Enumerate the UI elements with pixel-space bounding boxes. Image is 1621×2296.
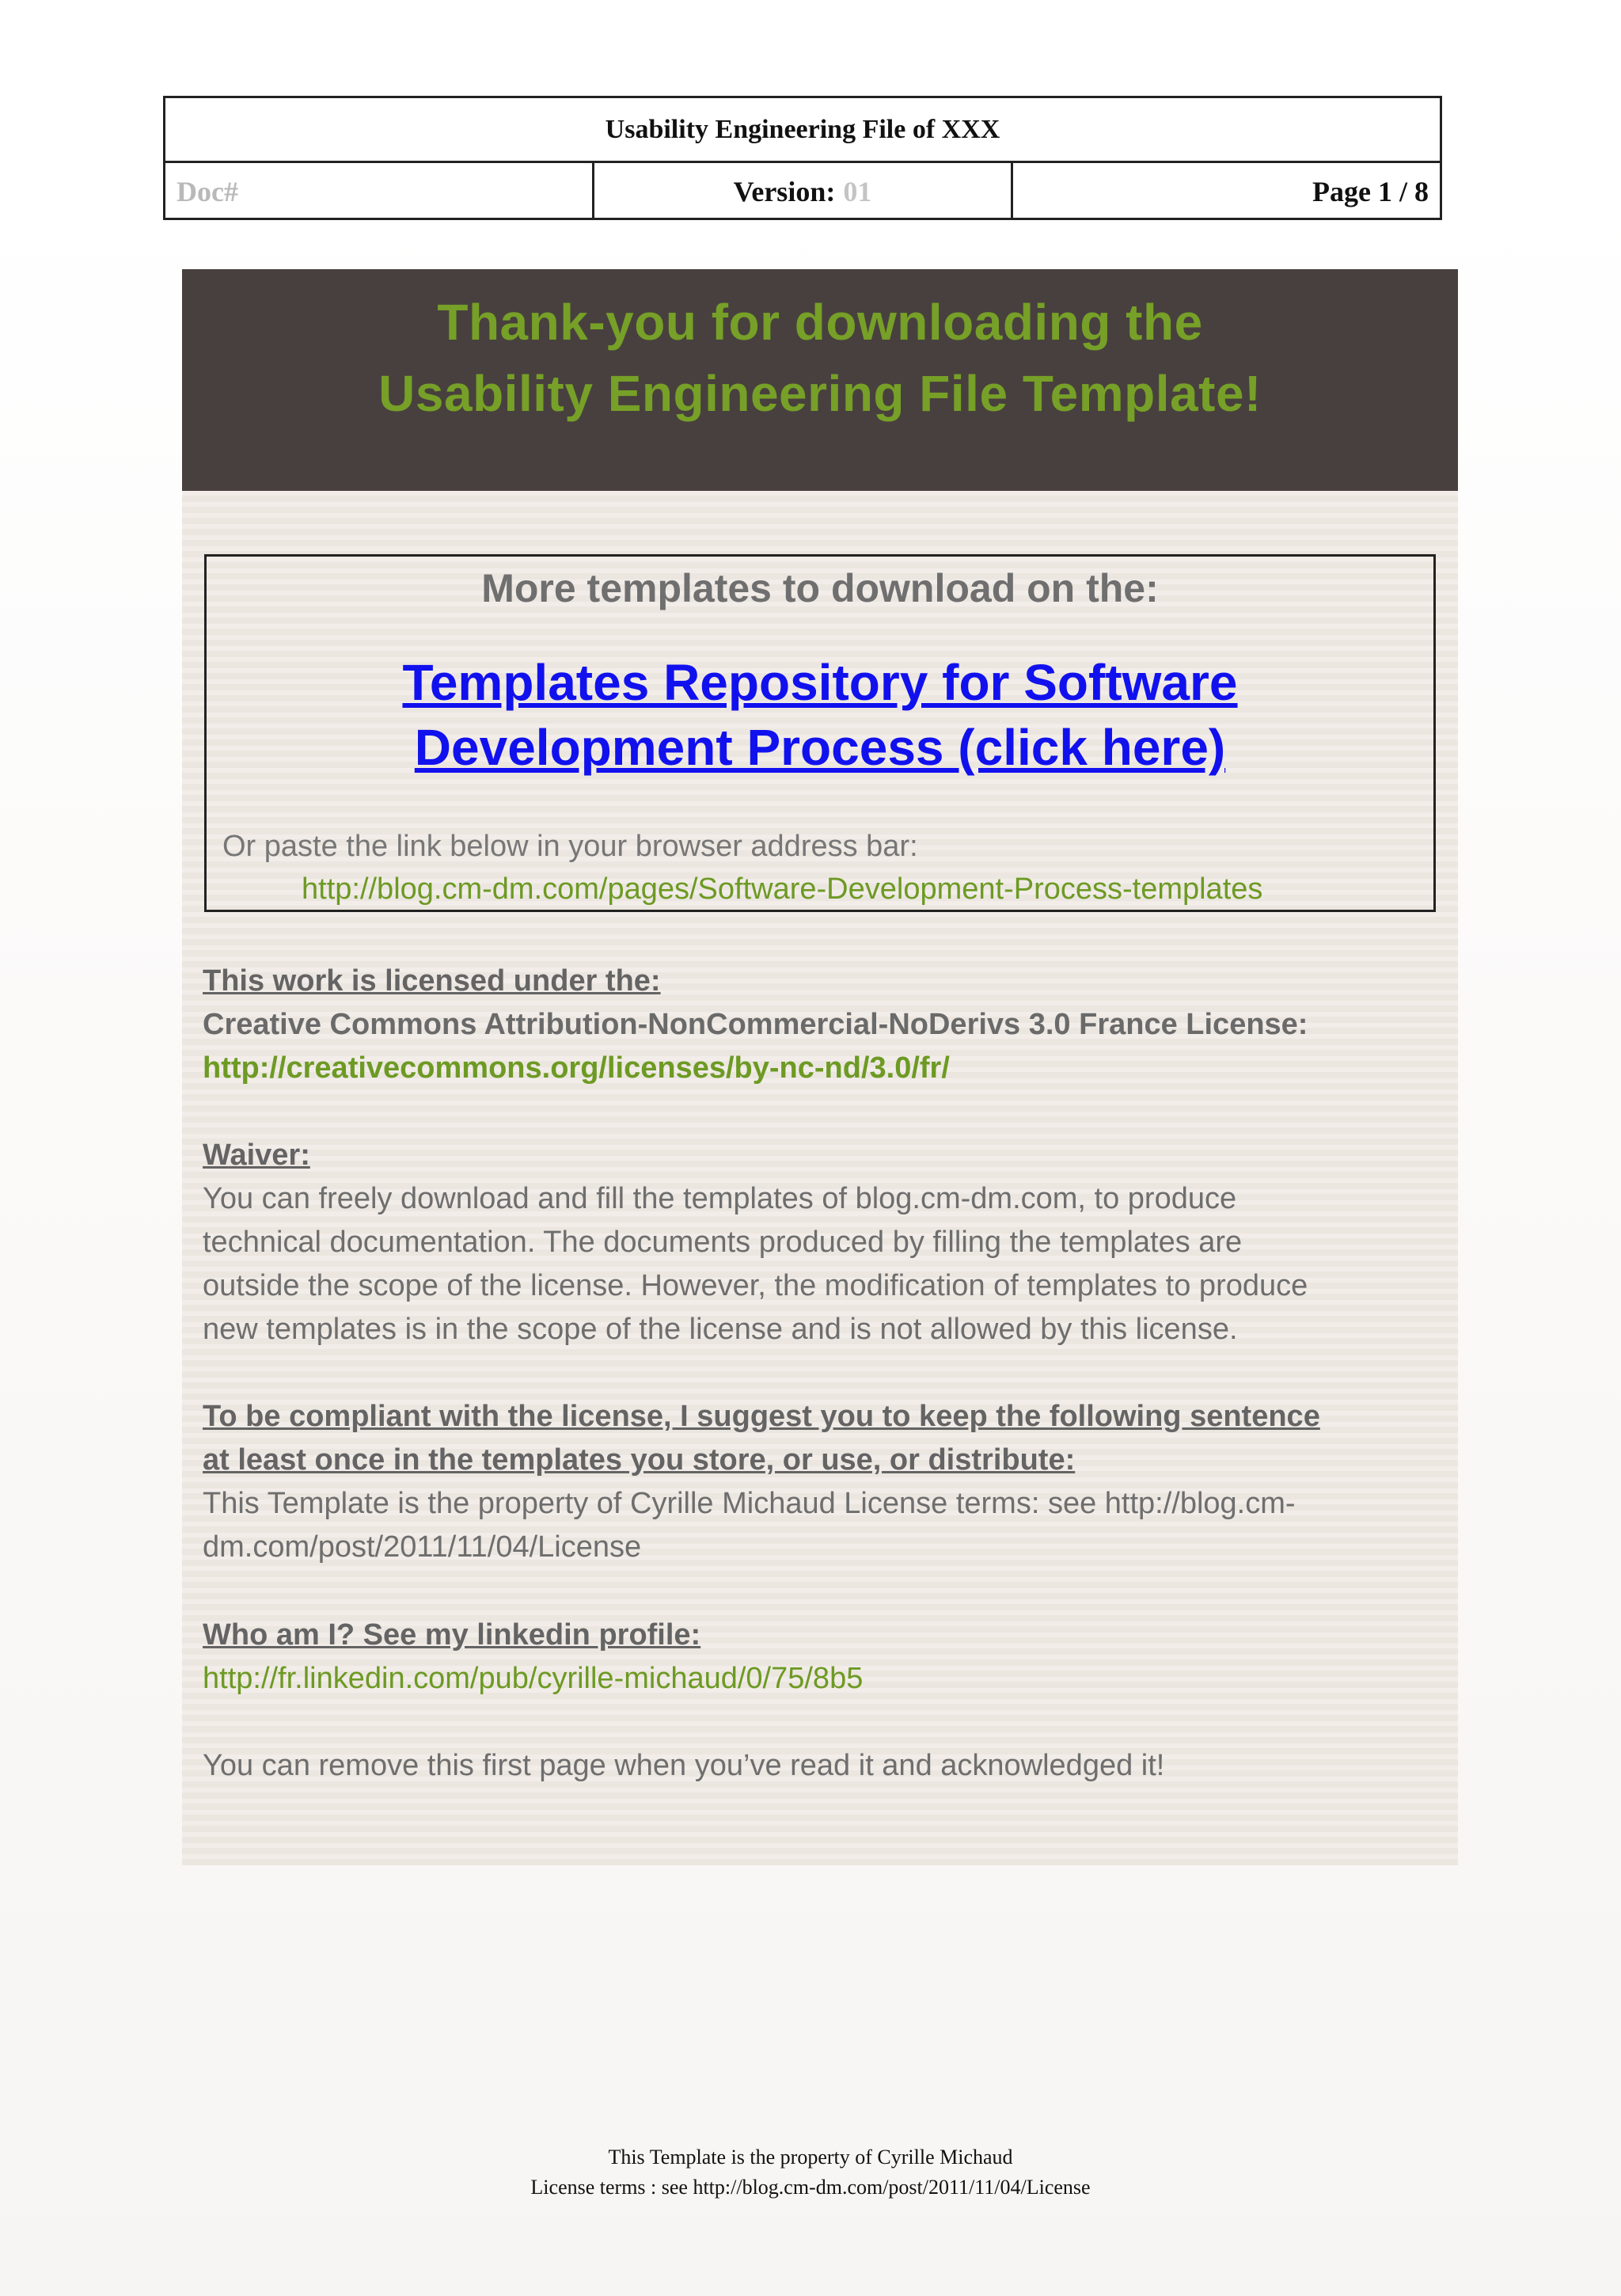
page-footer <box>0 2142 1621 2203</box>
templates-repository-link[interactable] <box>207 650 1433 780</box>
license-heading: This work is licensed under the: <box>203 964 661 998</box>
templates-link-line-2[interactable]: Development Process (click here) <box>414 719 1226 776</box>
about-heading: Who am I? See my linkedin profile: <box>203 1618 701 1652</box>
templates-link-line-1[interactable]: Templates Repository for Software <box>402 654 1238 711</box>
license-url[interactable]: http://creativecommons.org/licenses/by-nc-nd/3.0/fr/ <box>203 1051 950 1085</box>
document-header-row <box>165 163 1440 220</box>
doc-number-label: Doc# <box>177 176 238 207</box>
about-section <box>203 1614 1445 1701</box>
page-number: Page 1 / 8 <box>1312 176 1429 207</box>
thank-you-banner <box>182 269 1458 491</box>
linkedin-url[interactable]: http://fr.linkedin.com/pub/cyrille-michaud/0/75/8b5 <box>203 1662 864 1695</box>
license-name: Creative Commons Attribution-NonCommercial-NoDerivs 3.0 France License: <box>203 1008 1308 1041</box>
remove-note: You can remove this first page when you’ve read it and acknowledged it! <box>203 1749 1165 1782</box>
templates-url[interactable]: http://blog.cm-dm.com/pages/Software-Development-Process-templates <box>302 872 1263 906</box>
footer-line-1: This Template is the property of Cyrille Michaud <box>608 2146 1013 2169</box>
compliance-heading-line-2: at least once in the templates you store, or use, or distribute: <box>203 1443 1076 1477</box>
compliance-sentence-line-2: dm.com/post/2011/11/04/License <box>203 1530 642 1564</box>
waiver-line: new templates is in the scope of the license and is not allowed by this license. <box>203 1313 1238 1346</box>
templates-heading: More templates to download on the: <box>481 566 1159 610</box>
version-label: Version: <box>733 176 836 207</box>
document-title: Usability Engineering File of XXX <box>165 98 1440 163</box>
waiver-section <box>203 1134 1445 1351</box>
waiver-line: outside the scope of the license. However, the modification of templates to produce <box>203 1269 1308 1302</box>
compliance-heading-line-1: To be compliant with the license, I suggest you to keep the following sentence <box>203 1400 1320 1433</box>
templates-box <box>204 554 1436 912</box>
doc-number-cell <box>165 163 592 220</box>
document-header-table <box>163 96 1442 220</box>
version-value: 01 <box>843 176 872 207</box>
paste-instruction: Or paste the link below in your browser address bar: <box>222 830 918 863</box>
banner-line-1: Thank-you for downloading the <box>437 294 1203 351</box>
license-section <box>203 960 1445 1090</box>
banner-line-2: Usability Engineering File Template! <box>378 365 1262 422</box>
waiver-heading: Waiver: <box>203 1138 310 1172</box>
compliance-sentence-line-1: This Template is the property of Cyrille Michaud License terms: see http://blog.cm- <box>203 1487 1296 1520</box>
compliance-section <box>203 1395 1445 1569</box>
page-number-cell <box>1011 163 1440 220</box>
waiver-line: technical documentation. The documents produced by filling the templates are <box>203 1226 1243 1259</box>
version-cell <box>592 163 1010 220</box>
waiver-line: You can freely download and fill the templates of blog.cm-dm.com, to produce <box>203 1182 1237 1215</box>
footer-line-2: License terms : see http://blog.cm-dm.com/post/2011/11/04/License <box>530 2176 1091 2199</box>
